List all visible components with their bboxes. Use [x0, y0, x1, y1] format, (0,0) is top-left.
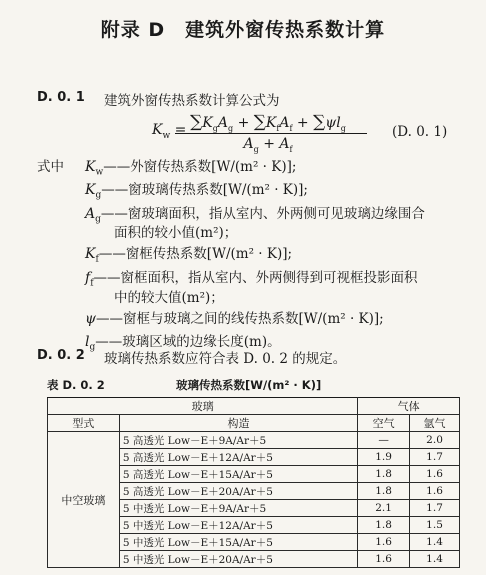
type-cell: 中空玻璃	[48, 432, 120, 568]
definition-symbol-subscript: g	[95, 190, 102, 201]
air-value-cell: 1.8	[358, 517, 410, 534]
definition-item	[85, 178, 308, 201]
definition-symbol-subscript: w	[95, 167, 104, 178]
table-caption: 玻璃传热系数[W/(m² · K)]	[176, 378, 322, 392]
definition-text: ——窗框传热系数[W/(m² · K)];	[98, 246, 293, 262]
formula-lhs: $K_w$ =	[152, 122, 187, 141]
air-value-cell: —	[358, 432, 410, 449]
header-gas: 气体	[358, 398, 460, 415]
argon-value-cell: 1.6	[410, 483, 460, 500]
definition-text: ——窗玻璃面积，指从室内、外两侧可见玻璃边缘围合	[100, 206, 425, 222]
definition-symbol: K	[85, 159, 96, 175]
construction-cell: 5 高透光 Low－E＋12A/Ar＋5	[119, 449, 357, 466]
definition-symbol-subscript: f	[90, 278, 94, 289]
argon-value-cell: 1.7	[410, 449, 460, 466]
construction-cell: 5 中透光 Low－E＋15A/Ar＋5	[119, 534, 357, 551]
page-title: 附录 D 建筑外窗传热系数计算	[100, 19, 386, 41]
construction-cell: 5 高透光 Low－E＋9A/Ar＋5	[119, 432, 357, 449]
formula-numerator: $\sum K_gA_g + \sum K_fA_f + \sum\psi l_g$	[190, 112, 346, 133]
glass-u-value-table	[47, 397, 460, 568]
definition-symbol: f	[85, 270, 91, 286]
where-label: 式中	[37, 159, 64, 175]
section-text-d01: 建筑外窗传热系数计算公式为	[104, 93, 280, 109]
definition-symbol-subscript: f	[95, 254, 99, 265]
argon-value-cell: 1.4	[410, 534, 460, 551]
definition-symbol-subscript: g	[89, 342, 96, 353]
header-air: 空气	[358, 415, 410, 432]
definition-continuation: 中的较大值(m²)；	[114, 290, 224, 306]
air-value-cell: 1.8	[358, 466, 410, 483]
definition-item	[85, 307, 384, 330]
argon-value-cell: 1.4	[410, 551, 460, 568]
section-text-d02: 玻璃传热系数应符合表 D. 0. 2 的规定。	[104, 351, 347, 367]
header-glass: 玻璃	[48, 398, 358, 415]
air-value-cell: 1.6	[358, 551, 410, 568]
section-number-d01: D. 0. 1	[37, 90, 85, 105]
construction-cell: 5 中透光 Low－E＋12A/Ar＋5	[119, 517, 357, 534]
table-row	[48, 432, 460, 449]
argon-value-cell: 1.7	[410, 500, 460, 517]
construction-cell: 5 高透光 Low－E＋20A/Ar＋5	[119, 483, 357, 500]
definition-text: ——窗框与玻璃之间的线传热系数[W/(m² · K)];	[95, 311, 384, 327]
header-construction: 构造	[119, 415, 357, 432]
header-argon: 氩气	[410, 415, 460, 432]
definition-text: ——窗框面积，指从室内、外两侧得到可视框投影面积	[93, 270, 418, 286]
construction-cell: 5 高透光 Low－E＋15A/Ar＋5	[119, 466, 357, 483]
construction-cell: 5 中透光 Low－E＋9A/Ar＋5	[119, 500, 357, 517]
definition-symbol: K	[85, 182, 96, 198]
definition-symbol: A	[85, 206, 96, 222]
air-value-cell: 1.9	[358, 449, 410, 466]
definition-item	[85, 155, 296, 178]
definition-text: ——窗玻璃传热系数[W/(m² · K)];	[101, 182, 308, 198]
argon-value-cell: 2.0	[410, 432, 460, 449]
section-number-d02: D. 0. 2	[37, 348, 85, 363]
table-label: 表 D. 0. 2	[47, 378, 105, 392]
formula-equation-number: (D. 0. 1)	[392, 124, 448, 140]
air-value-cell: 2.1	[358, 500, 410, 517]
definition-item	[85, 242, 292, 265]
definition-symbol: ψ	[85, 311, 96, 327]
definition-symbol: K	[85, 246, 96, 262]
argon-value-cell: 1.5	[410, 517, 460, 534]
air-value-cell: 1.8	[358, 483, 410, 500]
formula-fraction-bar	[175, 133, 367, 134]
definition-continuation: 面积的较小值(m²)；	[114, 225, 238, 241]
construction-cell: 5 中透光 Low－E＋20A/Ar＋5	[119, 551, 357, 568]
formula-denominator: $A_g + A_f$	[243, 136, 293, 154]
definition-symbol-subscript: g	[95, 214, 101, 225]
definition-symbol: l	[85, 334, 90, 350]
argon-value-cell: 1.6	[410, 466, 460, 483]
definition-text: ——外窗传热系数[W/(m² · K)];	[103, 159, 297, 175]
air-value-cell: 1.6	[358, 534, 410, 551]
header-type: 型式	[48, 415, 120, 432]
definition-text: ——玻璃区域的边缘长度(m)。	[95, 334, 281, 350]
